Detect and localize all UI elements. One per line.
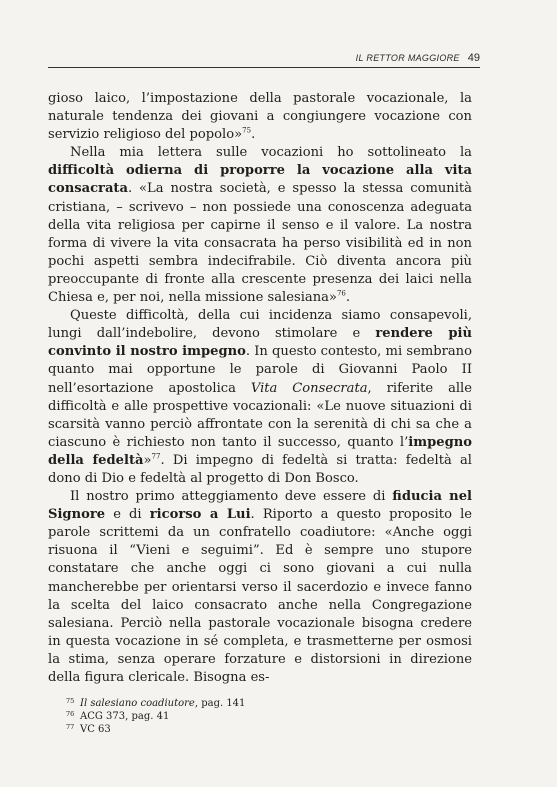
- header-rule: [48, 67, 480, 68]
- paragraph-1: gioso laico, l’impostazione della pastorale vocazionale, la naturale tendenza dei giovani a congiungere vocazione con servizio religioso del popolo»$^{75}$.: [48, 91, 472, 143]
- footnote-ref-76[interactable]: 76: [336, 289, 346, 298]
- running-title: IL RETTOR MAGGIORE: [355, 53, 460, 63]
- paragraph-4: Il nostro primo atteggiamento deve essere di fiducia nel Signore e di ricorso a Lui. Riporto a questo proposito le parole scrittemi da un confratello coadiutore: «Anche oggi risuona il “Vieni e seguimi”. Ed è sempre uno stupore constatare che anche oggi ci sono giovani a cui nulla mancherebbe per orientarsi verso il sacerdozio e invece fanno la scelta del laico consacrato anche nella Congregazione salesiana. Perciò nella pastorale vocazionale bisogna credere in questa vocazione in sé completa, e trasmetterne per osmosi la stima, senza operare forzature e distorsioni in direzione della figura clericale. Bisogna es-: [48, 489, 473, 685]
- footnote-75: 75 Il salesiano coadiutore, pag. 141: [66, 697, 246, 709]
- footnote-76: 76 ACG 373, pag. 41: [66, 710, 170, 722]
- paragraph-2: Nella mia lettera sulle vocazioni ho sottolineato la difficoltà odierna di proporre la vocazione alla vita consacrata. «La nostra società, e spesso la stessa comunità cristiana, – scrivevo – non possiede una conoscenza adeguata della vita religiosa per capirne il senso e il valore. La nostra forma di vivere la vita consacrata ha perso visibilità ed in non pochi aspetti sembra indecifrabile. Ciò diventa ancora più preoccupante di fronte alla crescente presenza dei laici nella Chiesa e, per noi, nella missione salesiana»$^{76}$.: [48, 145, 472, 306]
- footnotes: [66, 697, 446, 736]
- footnote-ref-77[interactable]: 77: [151, 452, 161, 461]
- paragraph-3: Queste difficoltà, della cui incidenza siamo consapevoli, lungi dall’indebolire, devono stimolare e rendere più convinto il nostro impegno. In questo contesto, mi sembrano quanto mai opportune le parole di Giovanni Paolo II nell’esortazione apostolica Vita Consecrata, riferite alle difficoltà e alle prospettive vocazionali: «Le nuove situazioni di scarsità vanno perciò affrontate con la serenità di chi sa che a ciascuno è richiesto non tanto il successo, quanto l’impegno della fedeltà»$^{77}$. Di impegno di fedeltà si tratta: fedeltà al dono di Dio e fedeltà al progetto di Don Bosco.: [48, 308, 472, 486]
- body-text: [48, 90, 472, 687]
- running-header: [48, 52, 480, 64]
- footnote-77: 77 VC 63: [66, 723, 111, 735]
- page-number: 49: [467, 52, 480, 64]
- footnote-ref-75[interactable]: 75: [242, 126, 252, 135]
